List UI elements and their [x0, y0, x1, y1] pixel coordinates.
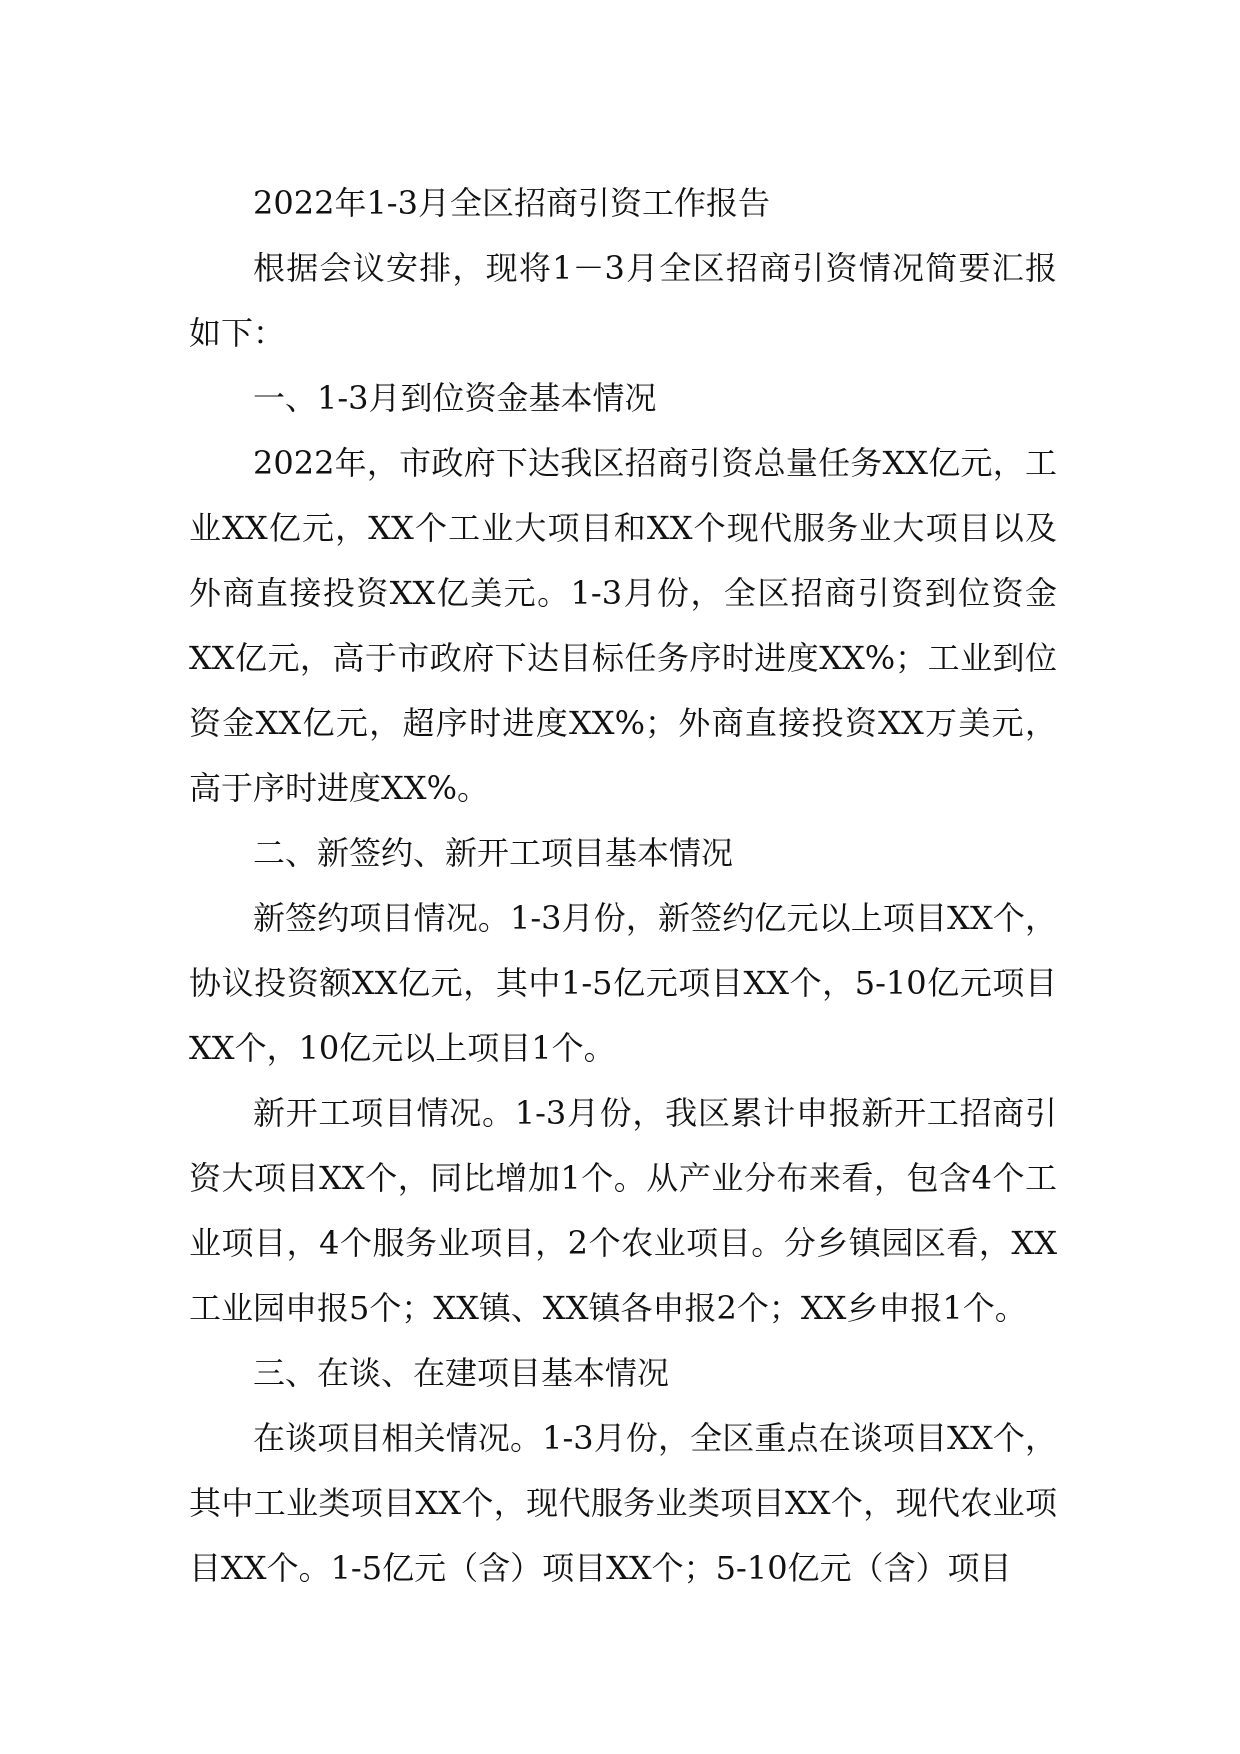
- document-title: 2022年1-3月全区招商引资工作报告: [253, 184, 770, 222]
- negotiation-paragraph: 在谈项目相关情况。1-3月份，全区重点在谈项目XX个，其中工业类项目XX个，现代服务业类项目XX个，现代农业项目XX个。1-5亿元（含）项目XX个；5-10亿元（含）项目: [189, 1419, 1057, 1587]
- new-signing-paragraph: 新签约项目情况。1-3月份，新签约亿元以上项目XX个，协议投资额XX亿元，其中1-5亿元项目XX个，5-10亿元项目XX个，10亿元以上项目1个。: [189, 899, 1057, 1067]
- section-heading-3: 三、在谈、在建项目基本情况: [253, 1354, 670, 1392]
- new-start-paragraph: 新开工项目情况。1-3月份，我区累计申报新开工招商引资大项目XX个，同比增加1个。从产业分布来看，包含4个工业项目，4个服务业项目，2个农业项目。分乡镇园区看，XX工业园申报5个；XX镇、XX镇各申报2个；XX乡申报1个。: [189, 1094, 1057, 1327]
- document-body: [189, 171, 1057, 1601]
- intro-paragraph: 根据会议安排，现将1－3月全区招商引资情况简要汇报如下：: [189, 249, 1057, 352]
- funds-paragraph: 2022年，市政府下达我区招商引资总量任务XX亿元，工业XX亿元，XX个工业大项目和XX个现代服务业大项目以及外商直接投资XX亿美元。1-3月份，全区招商引资到位资金XX亿元，高于市政府下达目标任务序时进度XX%；工业到位资金XX亿元，超序时进度XX%；外商直接投资XX万美元，高于序时进度XX%。: [189, 444, 1057, 807]
- section-heading-1: 一、1-3月到位资金基本情况: [253, 379, 657, 417]
- section-heading-2: 二、新签约、新开工项目基本情况: [253, 834, 734, 872]
